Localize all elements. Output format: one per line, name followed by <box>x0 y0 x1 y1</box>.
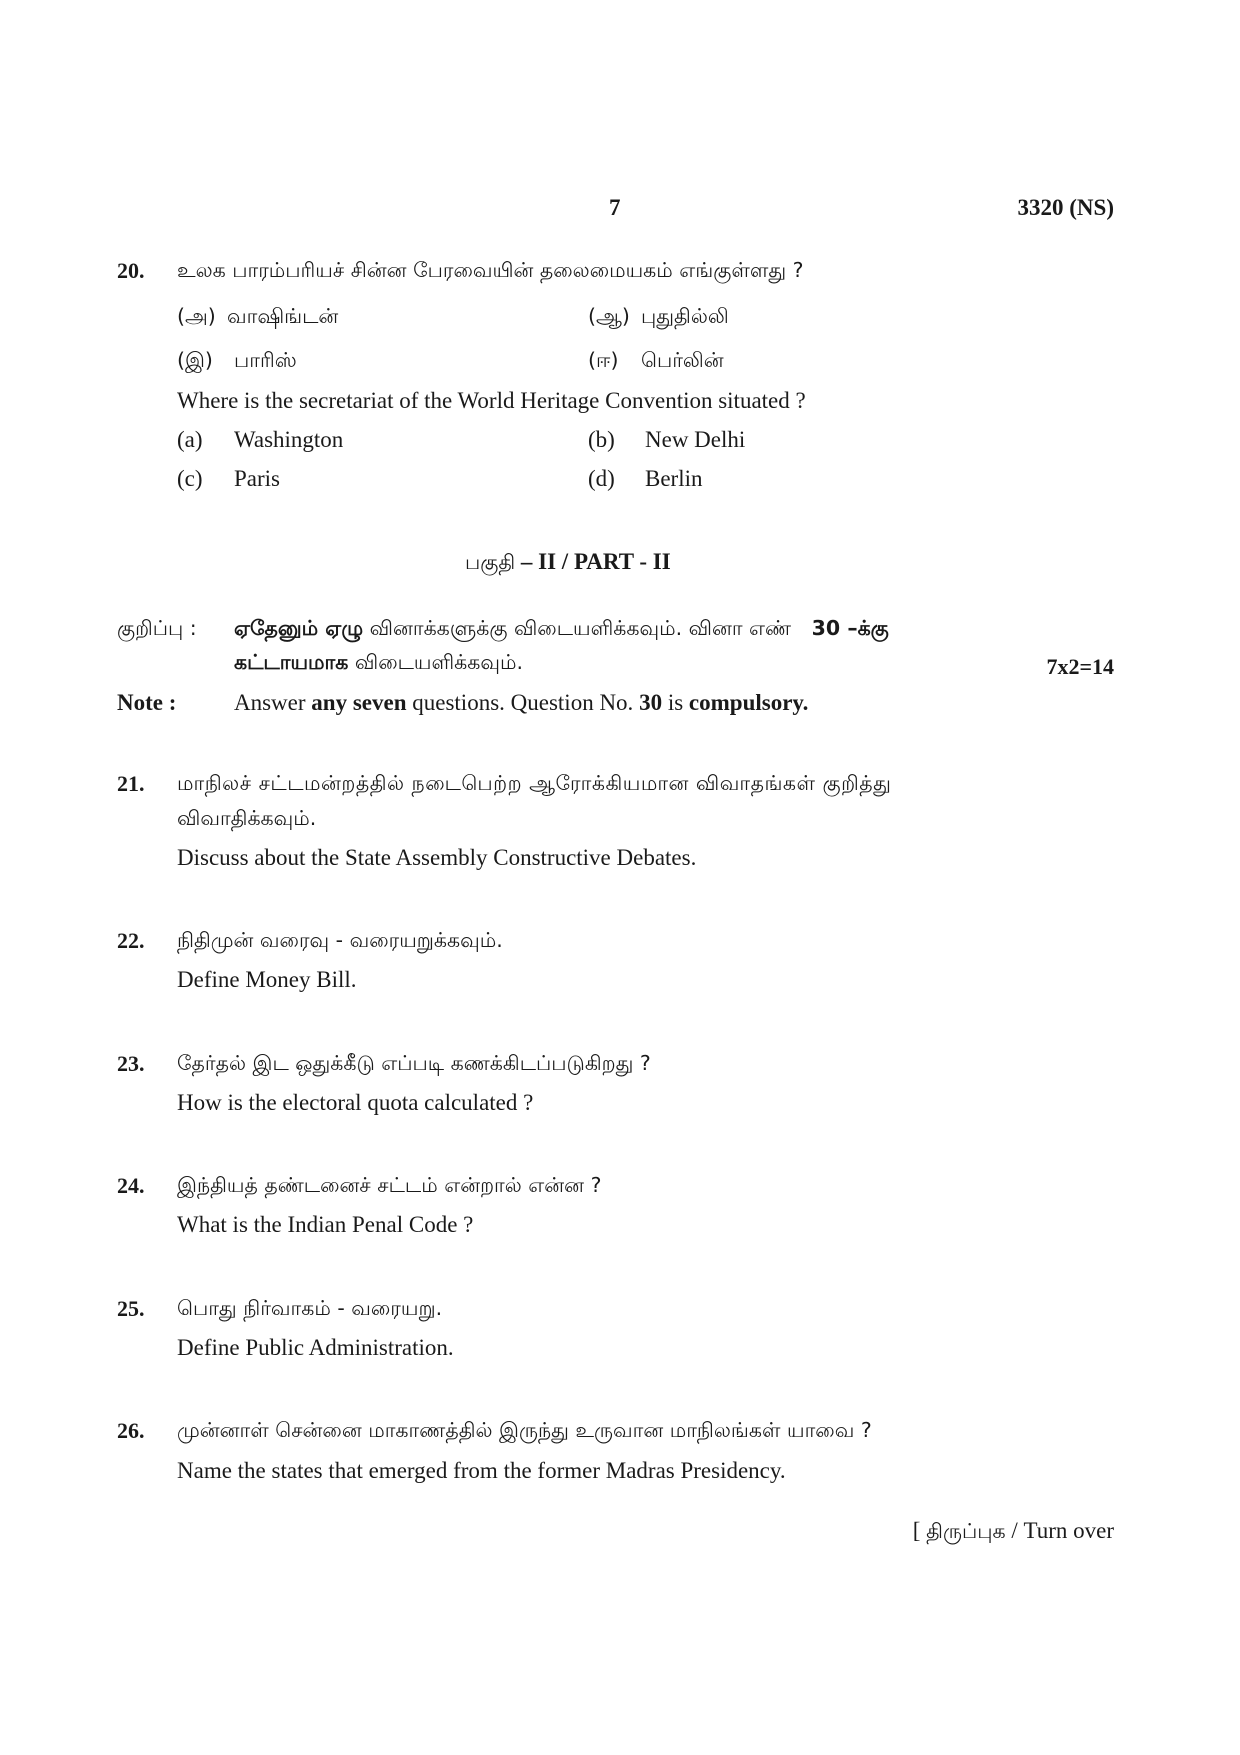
part-heading-english: – II / PART - II <box>515 549 671 574</box>
part-heading <box>465 549 671 577</box>
note-line1-text: வினாக்களுக்கு விடையளிக்கவும். வினா எண் <box>363 616 798 640</box>
q20-option-en-d-label: (d) <box>588 466 615 491</box>
q20-option-en-c-label: (c) <box>177 466 203 491</box>
question-21-number: 21. <box>117 771 145 796</box>
question-23-number: 23. <box>117 1051 145 1076</box>
question-24-english: What is the Indian Penal Code ? <box>177 1212 474 1237</box>
q20-option-ta-c-label: (இ) <box>177 348 213 372</box>
note-label-tamil: குறிப்பு : <box>117 616 197 640</box>
q20-option-ta-d-label: (ஈ) <box>588 348 619 372</box>
marks-allocation: 7x2=14 <box>1046 654 1114 679</box>
note-en-30: 30 <box>639 690 663 715</box>
question-22-english: Define Money Bill. <box>177 967 357 992</box>
question-22-number: 22. <box>117 928 145 953</box>
note-en-part-2: questions. Question No. <box>406 690 640 715</box>
q20-option-en-b-label: (b) <box>588 427 615 452</box>
page-number: 7 <box>609 195 621 220</box>
note-tamil-line-2 <box>234 650 523 677</box>
note-q30-tamil: 30 –க்கு <box>811 616 889 640</box>
turn-over-note <box>913 1518 1114 1546</box>
question-26-tamil: முன்னாள் சென்னை மாகாணத்தில் இருந்து உருவான மாநிலங்கள் யாவை ? <box>177 1418 872 1442</box>
q20-option-en-a-text: Washington <box>234 427 344 452</box>
note-label-english: Note : <box>117 690 177 715</box>
question-20-tamil: உலக பாரம்பரியச் சின்ன பேரவையின் தலைமையகம் எங்குள்ளது ? <box>177 258 804 282</box>
q20-option-ta-d-text: பெர்லின் <box>641 348 724 372</box>
turn-over-bracket: [ <box>912 1518 927 1543</box>
question-25-number: 25. <box>117 1296 145 1321</box>
question-21-tamil-line-1: மாநிலச் சட்டமன்றத்தில் நடைபெற்ற ஆரோக்கியமான விவாதங்கள் குறித்து <box>177 771 892 795</box>
question-22-tamil: நிதிமுன் வரைவு - வரையறுக்கவும். <box>177 928 503 952</box>
q20-option-en-a-label: (a) <box>177 427 203 452</box>
q20-option-en-d-text: Berlin <box>645 466 703 491</box>
note-line2-text: விடையளிக்கவும். <box>348 650 524 674</box>
turn-over-english: / Turn over <box>1005 1518 1114 1543</box>
note-en-part-1: Answer <box>234 690 312 715</box>
q20-option-en-c-text: Paris <box>234 466 280 491</box>
q20-option-ta-b-text: புதுதில்லி <box>641 304 729 328</box>
turn-over-tamil: திருப்புக <box>926 1519 1006 1543</box>
note-en-part-3: is <box>662 690 689 715</box>
question-20-number: 20. <box>117 258 145 283</box>
note-tamil-line-1 <box>234 616 889 643</box>
question-25-tamil: பொது நிர்வாகம் - வரையறு. <box>177 1296 443 1320</box>
question-23-english: How is the electoral quota calculated ? <box>177 1090 534 1115</box>
q20-option-ta-a-text: வாஷிங்டன் <box>227 304 339 328</box>
note-en-any-seven: any seven <box>311 690 407 715</box>
q20-option-en-b-text: New Delhi <box>645 427 746 452</box>
question-25-english: Define Public Administration. <box>177 1335 454 1360</box>
question-20-english: Where is the secretariat of the World Heritage Convention situated ? <box>177 388 806 413</box>
note-any-seven-tamil: ஏதேனும் ஏழு <box>234 616 364 640</box>
note-compulsory-tamil: கட்டாயமாக <box>234 650 349 674</box>
note-english-text <box>234 690 808 716</box>
question-26-english: Name the states that emerged from the former Madras Presidency. <box>177 1458 786 1483</box>
part-heading-tamil: பகுதி <box>465 550 516 574</box>
question-21-tamil-line-2: விவாதிக்கவும். <box>177 806 317 830</box>
q20-option-ta-b-label: (ஆ) <box>588 304 630 328</box>
question-23-tamil: தேர்தல் இட ஒதுக்கீடு எப்படி கணக்கிடப்படுகிறது ? <box>177 1051 651 1075</box>
paper-code: 3320 (NS) <box>1017 195 1114 220</box>
q20-option-ta-a-label: (அ) <box>177 304 216 328</box>
note-en-compulsory: compulsory. <box>688 690 809 715</box>
q20-option-ta-c-text: பாரிஸ் <box>234 348 297 372</box>
question-26-number: 26. <box>117 1418 145 1443</box>
question-24-number: 24. <box>117 1173 145 1198</box>
question-21-english: Discuss about the State Assembly Constructive Debates. <box>177 845 697 870</box>
question-24-tamil: இந்தியத் தண்டனைச் சட்டம் என்றால் என்ன ? <box>177 1173 602 1197</box>
